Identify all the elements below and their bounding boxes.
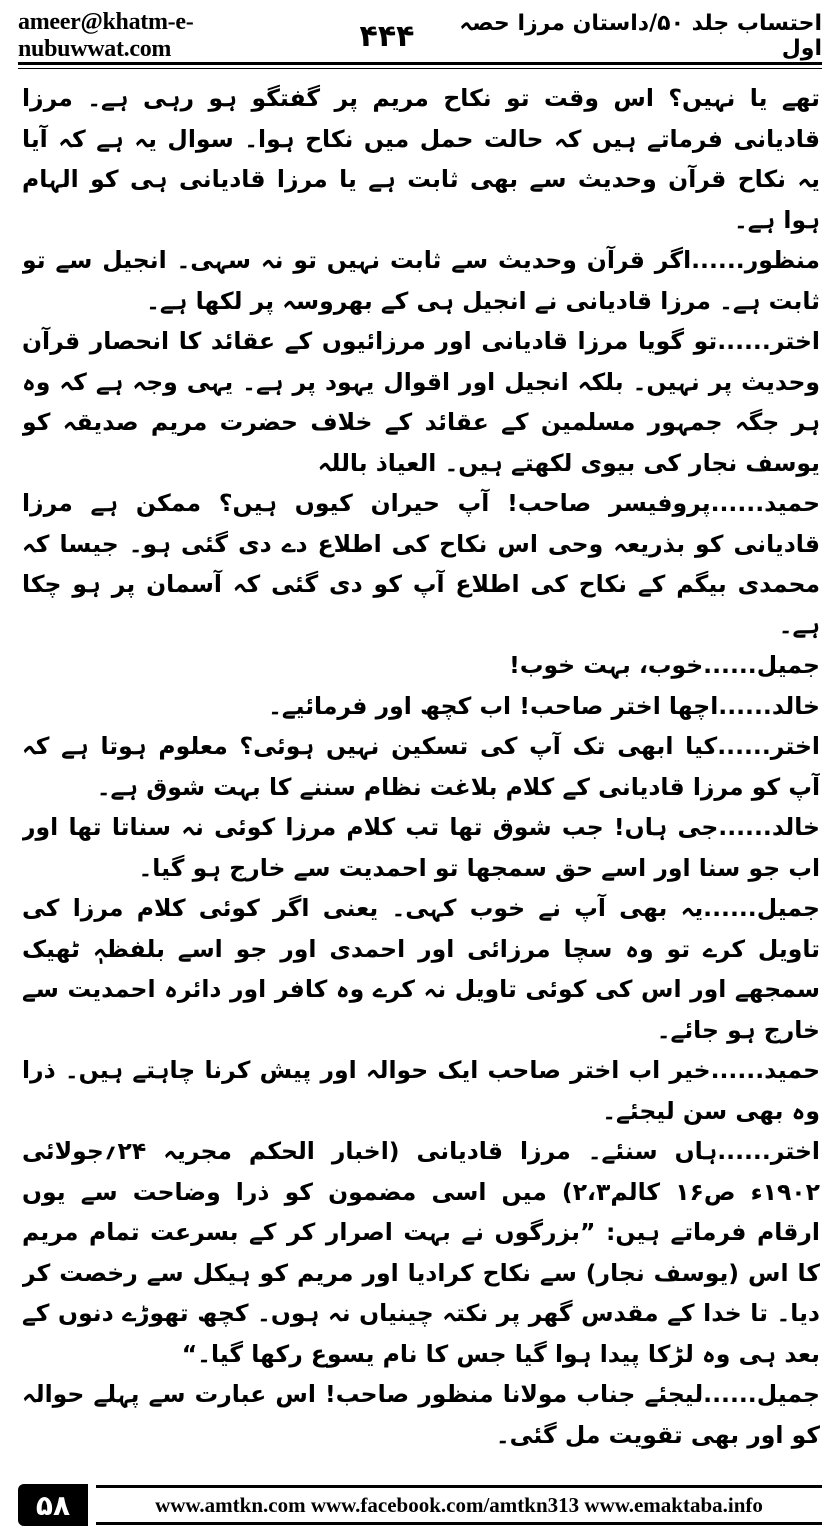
speaker-label: حمید...... — [710, 489, 820, 517]
paragraph-text: خیر اب اختر صاحب ایک حوالہ اور پیش کرنا چاہتے ہیں۔ ذرا وہ بھی سن لیجئے۔ — [22, 1056, 820, 1125]
paragraph — [22, 1374, 820, 1455]
paragraph-text: پروفیسر صاحب! آپ حیران کیوں ہیں؟ ممکن ہے مرزا قادیانی کو بذریعہ وحی اس نکاح کی اطلاع دے دی گئی ہو۔ جیسا کہ محمدی بیگم کے نکاح کی اطلاع آپ کو دی گئی کہ آسمان پر ہو چکا ہے۔ — [22, 489, 820, 639]
header-rule — [18, 62, 822, 69]
page-body — [22, 78, 820, 1460]
paragraph-text: یہ بھی آپ نے خوب کہی۔ یعنی اگر کوئی کلام مرزا کی تاویل کرے تو وہ سچا مرزائی اور احمدی اور جو اسے بلفظہٖ ٹھیک سمجھے اور اس کی کوئی تاویل نہ کرے وہ کافر اور دائرہ احمدیت سے خارج ہو جائے۔ — [22, 894, 820, 1044]
header-email: ameer@khatm-e-nubuwwat.com — [18, 9, 194, 62]
paragraph-text: تو گویا مرزا قادیانی اور مرزائیوں کے عقائد کا انحصار قرآن وحدیث پر نہیں۔ بلکہ انجیل اور اقوال یہود پر ہے۔ یہی وجہ ہے کہ وہ ہر جگہ جمہور مسلمین کے عقائد کے خلاف حضرت مریم صدیقہ کو یوسف نجار کی بیوی لکھتے ہیں۔ العیاذ باللہ — [22, 327, 820, 477]
speaker-label: خالد...... — [718, 813, 820, 841]
paragraph — [22, 1050, 820, 1131]
paragraph — [22, 483, 820, 645]
speaker-label: اختر...... — [717, 732, 820, 760]
paragraph-text: اگر قرآن وحدیث سے ثابت نہیں تو نہ سہی۔ انجیل سے تو ثابت ہے۔ مرزا قادیانی نے انجیل ہی کے بھروسہ پر لکھا ہے۔ — [22, 246, 820, 315]
speaker-label: جمیل...... — [703, 1380, 820, 1408]
speaker-label: اختر...... — [717, 327, 820, 355]
speaker-label: خالد...... — [718, 691, 820, 720]
speaker-label: اختر...... — [717, 1137, 820, 1165]
paragraph-text: خوب، بہت خوب! — [509, 651, 704, 679]
paragraph — [22, 645, 820, 686]
paragraph-text: کیا ابھی تک آپ کی تسکین نہیں ہوئی؟ معلوم ہوتا ہے کہ آپ کو مرزا قادیانی کے کلام بلاغت نظام سننے کا بہت شوق ہے۔ — [22, 732, 820, 801]
speaker-label: منظور...... — [691, 246, 820, 274]
paragraph — [22, 686, 820, 727]
speaker-label: جمیل...... — [703, 894, 820, 922]
footer-urls: www.amtkn.com www.facebook.com/amtkn313 www.emaktaba.info — [155, 1492, 763, 1517]
speaker-label: جمیل...... — [703, 651, 820, 679]
footer-page-badge: ۵۸ — [18, 1484, 88, 1526]
paragraph — [22, 726, 820, 807]
speaker-label: حمید...... — [710, 1056, 820, 1084]
header-page-number: ۴۴۴ — [359, 18, 415, 54]
paragraph-text: اچھا اختر صاحب! اب کچھ اور فرمائیے۔ — [268, 691, 719, 720]
paragraph-text: لیجئے جناب مولانا منظور صاحب! اس عبارت سے پہلے حوالہ کو اور بھی تقویت مل گئی۔ — [22, 1380, 820, 1449]
paragraph — [22, 888, 820, 1050]
paragraph — [22, 1131, 820, 1374]
header-left — [18, 9, 414, 63]
paragraph — [22, 321, 820, 483]
paragraph — [22, 78, 820, 240]
paragraph-text: تھے یا نہیں؟ اس وقت تو نکاح مریم پر گفتگو ہو رہی ہے۔ مرزا قادیانی فرماتے ہیں کہ حالت حمل میں نکاح ہوا۔ سوال یہ ہے کہ آیا یہ نکاح قرآن وحدیث سے بھی ثابت ہے یا مرزا قادیانی ہی کو الہام ہوا ہے۔ — [22, 84, 820, 234]
page-header — [18, 9, 822, 62]
footer-url-bar — [96, 1485, 822, 1525]
header-book-title: احتساب جلد ۵۰/داستان مرزا حصہ اول — [459, 11, 822, 61]
paragraph — [22, 807, 820, 888]
page-footer — [18, 1480, 822, 1530]
paragraph-text: ہاں سنئے۔ مرزا قادیانی (اخبار الحکم مجریہ ۲۴؍جولائی ۱۹۰۲ء ص۱۶ کالم۲،۳) میں اسی مضمون کو ذرا وضاحت سے یوں ارقام فرماتے ہیں: ”بزرگوں نے بہت اصرار کر کے بسرعت تمام مریم کا اس (یوسف نجار) سے نکاح کرادیا اور مریم کو ہیکل سے رخصت کر دیا۔ تا خدا کے مقدس گھر پر نکتہ چینیاں نہ ہوں۔ کچھ تھوڑے دنوں کے بعد ہی وہ لڑکا پیدا ہوا گیا جس کا نام یسوع رکھا گیا۔“ — [22, 1137, 820, 1368]
paragraph — [22, 240, 820, 321]
paragraph-text: جی ہاں! جب شوق تھا تب کلام مرزا کوئی نہ سناتا تھا اور اب جو سنا اور اسے حق سمجھا تو احمدیت سے خارج ہو گیا۔ — [22, 813, 820, 882]
